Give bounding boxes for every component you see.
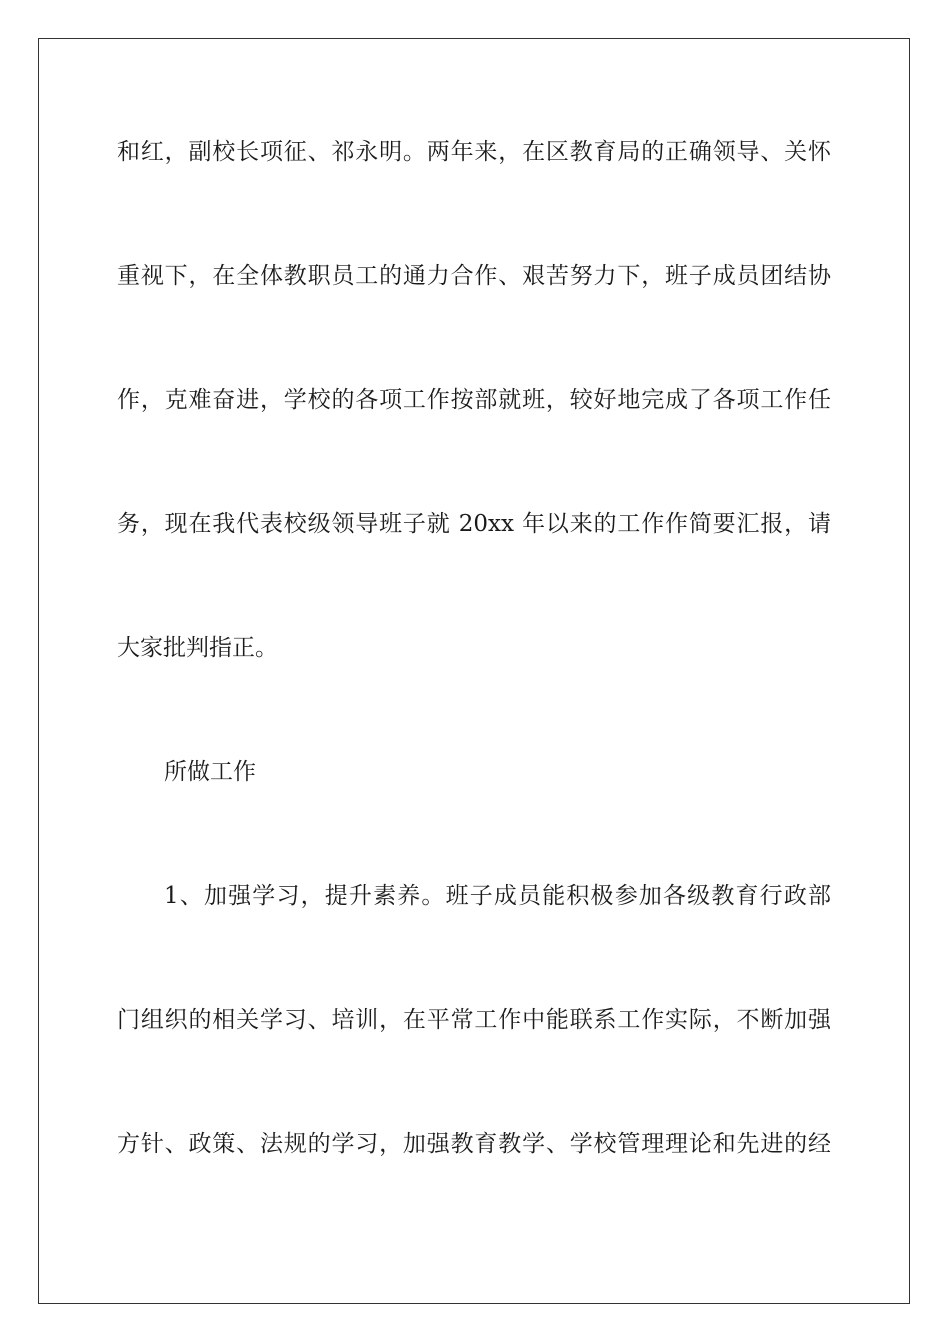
paragraph-line: 大家批判指正。 [117, 635, 278, 661]
paragraph-line: 和红，副校长项征、祁永明。两年来，在区教育局的正确领导、关怀 [117, 139, 831, 165]
paragraph-line: 务，现在我代表校级领导班子就 20xx 年以来的工作作简要汇报，请 [117, 511, 831, 537]
paragraph-line: 作，克难奋进，学校的各项工作按部就班，较好地完成了各项工作任 [117, 387, 831, 413]
page-border [38, 38, 910, 1304]
section-heading: 所做工作 [164, 759, 256, 785]
paragraph-line: 门组织的相关学习、培训，在平常工作中能联系工作实际，不断加强 [117, 1007, 831, 1033]
paragraph-line: 方针、政策、法规的学习，加强教育教学、学校管理理论和先进的经 [117, 1131, 831, 1157]
paragraph-line: 1、加强学习，提升素养。班子成员能积极参加各级教育行政部 [164, 883, 831, 909]
paragraph-line: 重视下，在全体教职员工的通力合作、艰苦努力下，班子成员团结协 [117, 263, 831, 289]
